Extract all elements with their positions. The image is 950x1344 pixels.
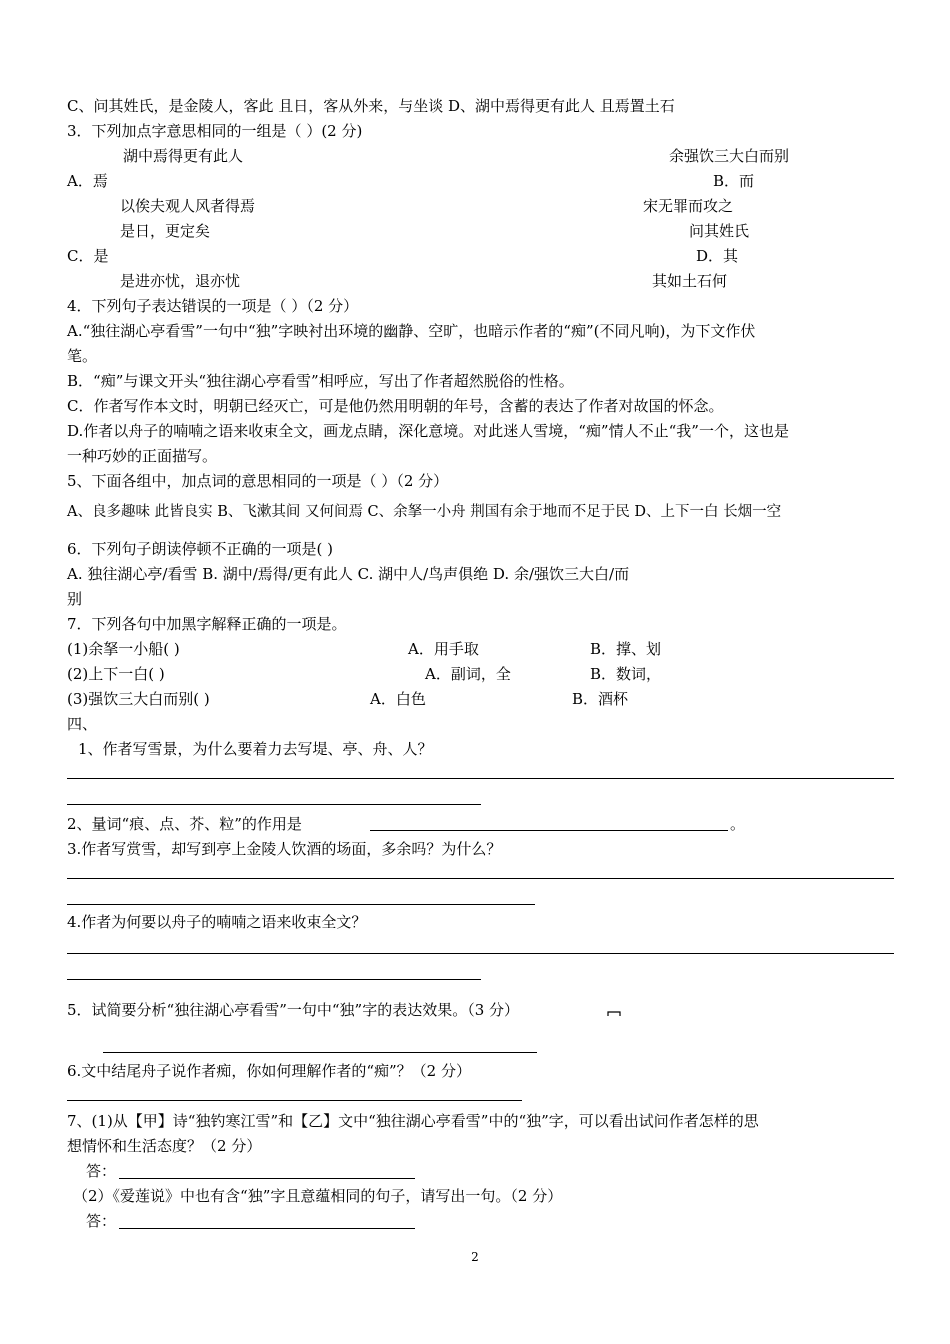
- answer-line[interactable]: [67, 979, 481, 980]
- answer-line[interactable]: [67, 778, 894, 779]
- q3-sentence-c: 是日，更定矣: [120, 222, 211, 240]
- s4-question-7-part-1: 7、(1)从【甲】诗“独钓寒江雪”和【乙】文中“独往湖心亭看雪”中的“独”字，可以看出试问作者怎样的思: [67, 1112, 759, 1130]
- q7-item-1: (1)余拏一小船( ): [67, 640, 180, 658]
- q7-item-2-b: B．数词，: [590, 665, 662, 683]
- q6-options: A. 独往湖心亭/看雪 B. 湖中/焉得/更有此人 C. 湖中人/鸟声俱绝 D. 余/强饮三大白/而: [67, 565, 630, 583]
- question-5: 5、下面各组中，加点词的意思相同的一项是（ ）（2 分）: [67, 472, 449, 490]
- q6-options-cont: 别: [67, 590, 83, 608]
- q3-sentence-d: 问其姓氏: [689, 222, 750, 240]
- s4-question-7-part-2: （2）《爱莲说》中也有含“独”字且意蕴相同的句子，请写出一句。（2 分）: [73, 1187, 563, 1205]
- question-7: 7．下列各句中加黑字解释正确的一项是。: [67, 615, 347, 633]
- s4-question-1: 1、作者写雪景，为什么要着力去写堤、亭、舟、人？: [78, 740, 433, 758]
- q3-option-b: B．而: [713, 172, 755, 190]
- q4-option-c: C．作者写作本文时，明朝已经灭亡，可是他仍然用明朝的年号，含蓄的表达了作者对故国的怀念。: [67, 397, 724, 415]
- q3-option-a: A．焉: [67, 172, 108, 190]
- answer-line[interactable]: [67, 1100, 522, 1101]
- q4-option-d-cont: 一种巧妙的正面描写。: [67, 447, 218, 465]
- answer-line[interactable]: [370, 830, 728, 831]
- q4-option-d: D.作者以舟子的喃喃之语来收束全文，画龙点睛，深化意境。对此迷人雪境，“痴”情人不止“我”一个，这也是: [67, 422, 789, 440]
- q7-item-3-b: B．酒杯: [572, 690, 629, 708]
- q3-sentence-c2: 是进亦忧，退亦忧: [120, 272, 241, 290]
- section-four-heading: 四、: [67, 715, 98, 733]
- answer-line[interactable]: [67, 904, 535, 905]
- bracket-icon: [606, 1000, 622, 1020]
- bracket-mark: [606, 1000, 622, 1025]
- q3-option-d: D．其: [696, 247, 739, 265]
- question-6: 6．下列句子朗读停顿不正确的一项是( ): [67, 540, 334, 558]
- answer-label: 答：: [86, 1212, 117, 1230]
- q7-item-3: (3)强饮三大白而别( ): [67, 690, 210, 708]
- q3-sentence-a2: 以俟夫观人风者得焉: [120, 197, 256, 215]
- q7-item-2-a: A．副词，全: [425, 665, 511, 683]
- s4-question-6: 6.文中结尾舟子说作者痴，你如何理解作者的“痴”？（2 分）: [67, 1062, 471, 1080]
- s4-question-3: 3.作者写赏雪，却写到亭上金陵人饮酒的场面，多余吗？为什么？: [67, 840, 502, 858]
- q3-sentence-b: 余强饮三大白而别: [669, 147, 790, 165]
- answer-label: 答：: [86, 1162, 117, 1180]
- answer-line[interactable]: [67, 953, 894, 954]
- s4-question-2: 2、量词“痕、点、芥、粒”的作用是: [67, 815, 302, 833]
- q3-sentence-b2: 宋无罪而攻之: [643, 197, 734, 215]
- q7-item-1-b: B．撑、划: [590, 640, 662, 658]
- answer-line[interactable]: [67, 878, 894, 879]
- question-3: 3．下列加点字意思相同的一组是（ ）(2 分): [67, 122, 363, 140]
- q3-option-c: C．是: [67, 247, 109, 265]
- q5-options: A、良多趣味 此皆良实 B、飞漱其间 又何间焉 C、余拏一小舟 荆国有余于地而不足于民 D、上下一白 长烟一空: [67, 504, 782, 520]
- q3-sentence-a: 湖中焉得更有此人: [123, 147, 244, 165]
- option-c-d-line: C、问其姓氏，是金陵人，客此 且日，客从外来，与坐谈 D、湖中焉得更有此人 且焉置土石: [67, 97, 675, 115]
- question-4: 4．下列句子表达错误的一项是（ ）（2 分）: [67, 297, 359, 315]
- answer-line[interactable]: [103, 1052, 537, 1053]
- s4-question-2-end: 。: [730, 815, 746, 833]
- answer-line[interactable]: [119, 1228, 415, 1229]
- q7-item-3-a: A．白色: [370, 690, 426, 708]
- q7-item-1-a: A．用手取: [408, 640, 479, 658]
- q7-item-2: (2)上下一白( ): [67, 665, 165, 683]
- answer-line[interactable]: [119, 1178, 415, 1179]
- page-number: 2: [471, 1250, 479, 1264]
- s4-question-5: 5．试简要分析“独往湖心亭看雪”一句中“独”字的表达效果。（3 分）: [67, 1001, 520, 1019]
- s4-question-4: 4.作者为何要以舟子的喃喃之语来收束全文？: [67, 913, 367, 931]
- answer-line[interactable]: [67, 804, 481, 805]
- q3-sentence-d2: 其如土石何: [652, 272, 728, 290]
- q4-option-a: A.“独往湖心亭看雪”一句中“独”字映衬出环境的幽静、空旷，也暗示作者的“痴”(不同凡响)，为下文作伏: [67, 322, 756, 340]
- s4-question-7-part-1-cont: 想情怀和生活态度？（2 分）: [67, 1137, 262, 1155]
- q4-option-a-cont: 笔。: [67, 347, 98, 365]
- q4-option-b: B．“痴”与课文开头“独往湖心亭看雪”相呼应，写出了作者超然脱俗的性格。: [67, 372, 574, 390]
